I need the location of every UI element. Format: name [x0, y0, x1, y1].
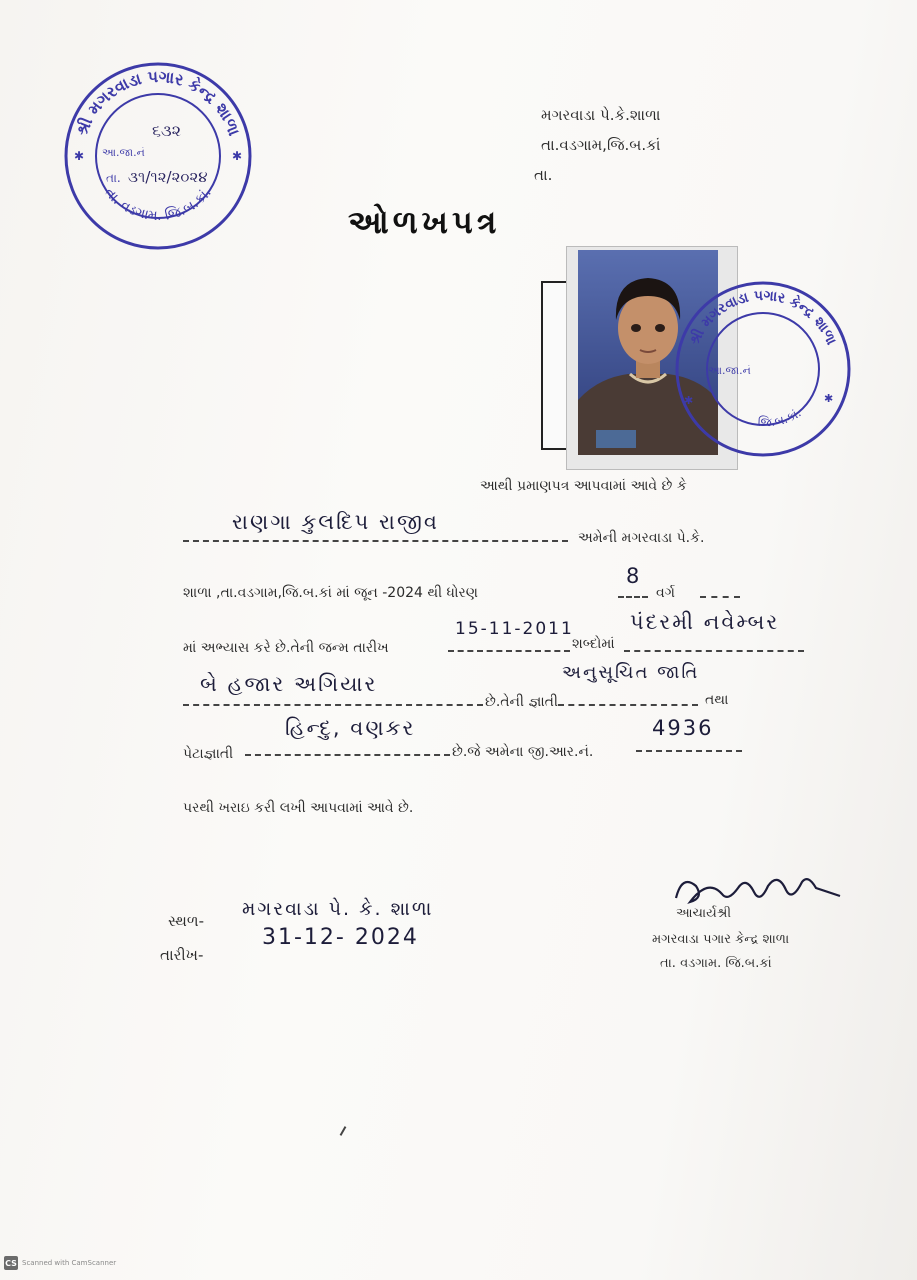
seal-date-label: તા.	[106, 171, 121, 185]
date-value: 31-12- 2024	[262, 925, 419, 950]
std-value: 8	[626, 564, 642, 588]
tatha-label: તથા	[705, 692, 729, 708]
after-name-text: અમેની મગરવાડા પે.કે.	[578, 530, 705, 546]
jati-blank	[558, 692, 698, 706]
sign-school: મગરવાડા પગાર કેન્દ્ર શાળા	[652, 932, 790, 947]
sign-place: તા. વડગામ. જિ.બ.કાં	[660, 956, 772, 971]
seal-date-value: ૩૧/૧૨/૨૦૨૪	[128, 168, 208, 186]
school-seal-photo	[672, 278, 854, 460]
svg-text:શ્રી મગરવાડા પગાર કેન્દ્ર શાળા	[686, 288, 840, 348]
photo-seal-inner: આ.જા.નં	[708, 364, 751, 377]
peta-label: પેટાજ્ઞાતી	[183, 746, 234, 762]
student-name: રાણગા કુલદિપ રાજીવ	[232, 510, 439, 534]
line2-text: શાળા ,તા.વડગામ,જિ.બ.કાં માં જૂન -2024 થી ધોરણ	[183, 585, 478, 601]
place-value: મગરવાડા પે. કે. શાળા	[242, 898, 434, 920]
seal-ring-bottom-text: તા. વડગામ. જિ.બ.કાં.	[101, 184, 215, 225]
dob-value: 15-11-2011	[455, 619, 574, 639]
sign-title: આચાર્યશ્રી	[676, 906, 732, 921]
seal-ring-top-text: શ્રી મગરવાડા પગાર કેન્દ્ર શાળા	[72, 66, 244, 139]
dob-words-1: પંદરમી નવેમ્બર	[630, 610, 780, 634]
header-school-name: મગરવાડા પે.કે.શાળા	[541, 106, 661, 124]
svg-text:જિ.બ.કાં.	[757, 406, 803, 430]
photo-seal-ring-top: શ્રી મગરવાડા પગાર કેન્દ્ર શાળા	[686, 287, 840, 348]
varg-blank	[700, 584, 740, 598]
svg-text:તા. વડગામ. જિ.બ.કાં.	[101, 185, 215, 224]
header-school-address: તા.વડગામ,જિ.બ.કાં	[541, 136, 661, 154]
gr-value: 4936	[652, 716, 714, 740]
camscanner-logo: CS	[4, 1256, 18, 1270]
header-ta-line: તા.	[534, 166, 553, 184]
peta-value: હિન્દુ, વણકર	[285, 716, 416, 740]
dob-blank	[448, 638, 570, 652]
camscanner-text: Scanned with CamScanner	[22, 1259, 117, 1267]
jati-label: છે.તેની જ્ઞાતી	[485, 694, 558, 710]
gr-label: છે.જે અમેના જી.આર.નં.	[452, 744, 594, 760]
varg-label: વર્ગ	[656, 585, 675, 601]
dob-words-2: બે હજાર અગિયાર	[200, 672, 378, 696]
date-label: તારીખ-	[160, 946, 204, 964]
dob-words-blank	[624, 638, 804, 652]
place-label: સ્થળ-	[168, 912, 205, 930]
svg-text:✱: ✱	[74, 149, 85, 163]
camscanner-watermark	[4, 1256, 116, 1270]
jati-value: અનુસૂચિત જાતિ	[562, 662, 700, 683]
line3-text: માં અભ્યાસ કરે છે.તેની જન્મ તારીખ	[183, 640, 389, 656]
seal-no-value: ૬૩૨	[152, 121, 182, 140]
page-title: ઓળખપત્ર	[348, 203, 501, 241]
photo-seal-ring-bottom: જિ.બ.કાં.	[757, 405, 804, 430]
svg-text:✱: ✱	[232, 149, 243, 163]
gr-blank	[636, 738, 742, 752]
peta-blank	[245, 742, 450, 756]
closing-text: પરથી ખરાઇ કરી લખી આપવામાં આવે છે.	[183, 800, 414, 816]
seal-no-label: આ.જા.નં	[102, 146, 145, 159]
svg-text:✱: ✱	[684, 394, 694, 407]
shabdoma-label: શબ્દોમાં	[572, 636, 615, 652]
intro-text: આથી પ્રમાણપત્ર આપવામાં આવે છે કે	[480, 478, 687, 494]
svg-text:✱: ✱	[824, 392, 834, 405]
school-seal-top	[60, 58, 256, 254]
